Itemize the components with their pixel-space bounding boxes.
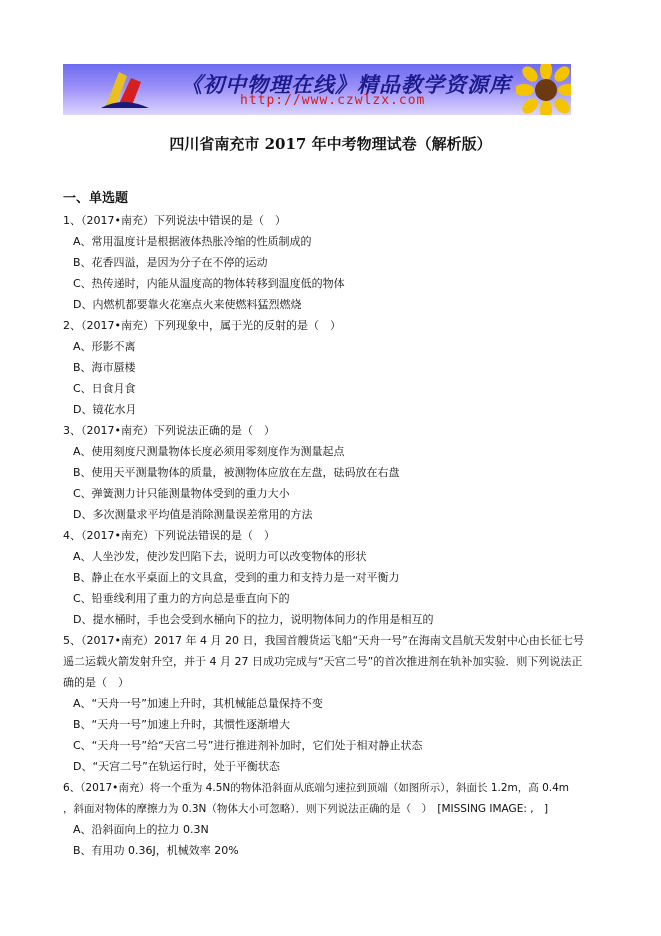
site-logo-icon <box>97 68 153 112</box>
q2-option-b: B、海市蜃楼 <box>73 361 136 374</box>
q4-option-c: C、铅垂线利用了重力的方向总是垂直向下的 <box>73 592 290 605</box>
sunflower-icon <box>516 64 571 115</box>
q5-option-a: A、“天舟一号”加速上升时，其机械能总量保持不变 <box>73 697 323 710</box>
q2-option-d: D、镜花水月 <box>73 403 137 416</box>
question-6-line-2: ，斜面对物体的摩擦力为 0.3N（物体大小可忽略）．则下列说法正确的是（ ） [MISSING IMAGE: , ] <box>63 803 549 815</box>
section-title: 一、单选题 <box>63 191 129 206</box>
q2-option-a: A、形影不离 <box>73 340 136 353</box>
q1-option-a: A、常用温度计是根据液体热胀冷缩的性质制成的 <box>73 235 312 248</box>
banner-title: 《初中物理在线》精品教学资源库 <box>181 72 511 97</box>
q1-option-d: D、内燃机都要靠火花塞点火来使燃料猛烈燃烧 <box>73 298 302 311</box>
q6-option-a: A、沿斜面向上的拉力 0.3N <box>73 823 209 836</box>
q3-option-a: A、使用刻度尺测量物体长度必须用零刻度作为测量起点 <box>73 445 345 458</box>
header-banner <box>63 64 571 115</box>
question-5-line-3: 确的是（ ） <box>63 676 129 689</box>
q5-option-b: B、“天舟一号”加速上升时，其惯性逐渐增大 <box>73 718 290 731</box>
q5-option-d: D、“天宫二号”在轨运行时，处于平衡状态 <box>73 760 280 773</box>
q1-option-b: B、花香四溢，是因为分子在不停的运动 <box>73 256 268 269</box>
q6-option-b: B、有用功 0.36J，机械效率 20% <box>73 844 239 857</box>
question-4: 4、（2017•南充）下列说法错误的是（ ） <box>63 529 275 542</box>
q3-option-c: C、弹簧测力计只能测量物体受到的重力大小 <box>73 487 290 500</box>
question-6-line-1: 6、（2017•南充）将一个重为 4.5N的物体沿斜面从底端匀速拉到顶端（如图所示），斜面长 1.2m，高 0.4m <box>63 782 570 794</box>
question-5-line-2: 遥二运载火箭发射升空，并于 4 月 27 日成功完成与“天宫二号”的首次推进剂在轨补加实验．则下列说法正 <box>63 655 583 668</box>
q1-option-c: C、热传递时，内能从温度高的物体转移到温度低的物体 <box>73 277 345 290</box>
q4-option-a: A、人坐沙发，使沙发凹陷下去，说明力可以改变物体的形状 <box>73 550 367 563</box>
question-3: 3、（2017•南充）下列说法正确的是（ ） <box>63 424 275 437</box>
q5-option-c: C、“天舟一号”给“天宫二号”进行推进剂补加时，它们处于相对静止状态 <box>73 739 423 752</box>
banner-url[interactable]: http://www.czwlzx.com <box>240 93 426 108</box>
q2-option-c: C、日食月食 <box>73 382 136 395</box>
question-1: 1、（2017•南充）下列说法中错误的是（ ） <box>63 214 286 227</box>
q3-option-b: B、使用天平测量物体的质量，被测物体应放在左盘，砝码放在右盘 <box>73 466 400 479</box>
q4-option-d: D、提水桶时，手也会受到水桶向下的拉力，说明物体间力的作用是相互的 <box>73 613 434 626</box>
question-2: 2、（2017•南充）下列现象中，属于光的反射的是（ ） <box>63 319 341 332</box>
document-title: 四川省南充市 2017 年中考物理试卷（解析版） <box>169 135 492 153</box>
q3-option-d: D、多次测量求平均值是消除测量误差常用的方法 <box>73 508 313 521</box>
q4-option-b: B、静止在水平桌面上的文具盒，受到的重力和支持力是一对平衡力 <box>73 571 400 584</box>
question-5-line-1: 5、（2017•南充）2017 年 4 月 20 日，我国首艘货运飞船“天舟一号”在海南文昌航天发射中心由长征七号 <box>63 634 584 647</box>
